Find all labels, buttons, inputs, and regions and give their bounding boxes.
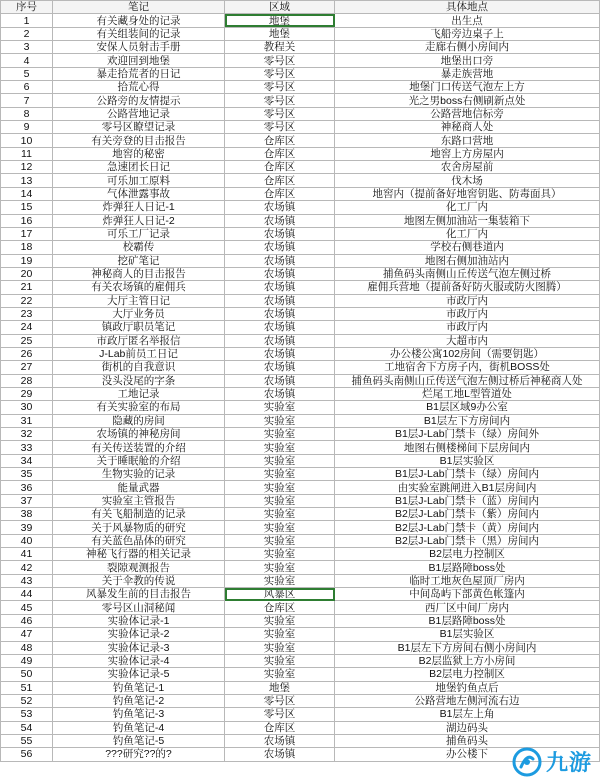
cell-note[interactable]: 神秘飞行器的相关记录 [53,548,225,561]
cell-index[interactable]: 34 [1,454,53,467]
cell-index[interactable]: 3 [1,41,53,54]
table-row [1,601,600,614]
cell-location[interactable]: 地堡门口传送气泡左上方 [335,81,600,94]
cell-location[interactable]: 东路口营地 [335,134,600,147]
table-row [1,361,600,374]
cell-region[interactable]: 农场镇 [225,748,335,761]
cell-location[interactable]: B1层J-Lab门禁卡（绿）房间内 [335,468,600,481]
cell-location[interactable]: 化工厂内 [335,227,600,240]
cell-region[interactable]: 实验室 [225,614,335,627]
cell-note[interactable]: 生物实验的记录 [53,468,225,481]
cell-location[interactable]: 地窖内（提前备好地窖钥匙、防毒面具） [335,187,600,200]
cell-note[interactable]: 有关旁登的目击报告 [53,134,225,147]
cell-location[interactable]: 雇佣兵营地（提前备好防火服或防火图腾） [335,281,600,294]
cell-region[interactable]: 仓库区 [225,134,335,147]
cell-note[interactable]: 公路旁的友情提示 [53,94,225,107]
table-row [1,374,600,387]
cell-region[interactable]: 农场镇 [225,374,335,387]
cell-note[interactable]: 炸弹狂人日记-2 [53,214,225,227]
table-row [1,41,600,54]
cell-location[interactable]: 暴走族营地 [335,67,600,80]
cell-region[interactable]: 仓库区 [225,147,335,160]
table-row [1,54,600,67]
cell-note[interactable]: 街机的自我意识 [53,361,225,374]
cell-location[interactable]: 学校右侧巷道内 [335,241,600,254]
cell-note[interactable]: 可乐工厂记录 [53,227,225,240]
table-row [1,81,600,94]
cell-note[interactable]: 钓鱼笔记-1 [53,681,225,694]
cell-region[interactable]: 实验室 [225,548,335,561]
cell-region[interactable]: 农场镇 [225,334,335,347]
table-row [1,14,600,27]
table-row [1,401,600,414]
cell-location[interactable]: 西厂区中间厂房内 [335,601,600,614]
cell-location[interactable]: 大超市内 [335,334,600,347]
cell-location[interactable]: 捕鱼码头南侧山丘传送气泡左侧过桥后神秘商人处 [335,374,600,387]
cell-region[interactable]: 实验室 [225,534,335,547]
table-row [1,494,600,507]
table-row [1,454,600,467]
table-row [1,414,600,427]
table-row [1,281,600,294]
cell-index[interactable]: 43 [1,574,53,587]
cell-location[interactable]: B1层左下方房间右侧小房间内 [335,641,600,654]
cell-location[interactable]: 走廊右侧小房间内 [335,41,600,54]
cell-note[interactable]: 安保人员射击手册 [53,41,225,54]
header-row [1,1,600,14]
cell-region[interactable]: 实验室 [225,508,335,521]
cell-region[interactable]: 农场镇 [225,387,335,400]
cell-note[interactable]: 零号区山洞秘闻 [53,601,225,614]
cell-index[interactable]: 13 [1,174,53,187]
cell-location[interactable]: B2层电力控制区 [335,548,600,561]
cell-index[interactable]: 9 [1,121,53,134]
cell-note[interactable]: 实验体记录-1 [53,614,225,627]
cell-note[interactable]: 没头没尾的字条 [53,374,225,387]
table-row [1,668,600,681]
table-row [1,254,600,267]
cell-location[interactable]: 市政厅内 [335,307,600,320]
cell-note[interactable]: 气体泄露事故 [53,187,225,200]
cell-index[interactable]: 50 [1,668,53,681]
table-row [1,708,600,721]
cell-index[interactable]: 41 [1,548,53,561]
cell-note[interactable]: 钓鱼笔记-3 [53,708,225,721]
cell-location[interactable]: 地堡出口旁 [335,54,600,67]
cell-index[interactable]: 27 [1,361,53,374]
cell-region[interactable]: 仓库区 [225,161,335,174]
cell-note[interactable]: 拾荒心得 [53,81,225,94]
cell-location[interactable]: B1层J-Lab门禁卡（蓝）房间内 [335,494,600,507]
cell-index[interactable]: 17 [1,227,53,240]
header-region[interactable]: 区域 [225,1,335,14]
cell-note[interactable]: 校霸传 [53,241,225,254]
cell-location[interactable]: 烂尾工地L型管道处 [335,387,600,400]
cell-region[interactable]: 仓库区 [225,601,335,614]
table-row [1,161,600,174]
cell-index[interactable]: 54 [1,721,53,734]
cell-location[interactable]: B1层实验区 [335,628,600,641]
table-row [1,27,600,40]
cell-location[interactable]: 伐木场 [335,174,600,187]
table-row [1,628,600,641]
cell-region[interactable]: 零号区 [225,54,335,67]
table-row [1,441,600,454]
cell-note[interactable]: 实验体记录-5 [53,668,225,681]
cell-region[interactable]: 实验室 [225,654,335,667]
cell-index[interactable]: 48 [1,641,53,654]
cell-location[interactable]: 公路营地信标旁 [335,107,600,120]
cell-region[interactable]: 实验室 [225,481,335,494]
cell-region[interactable]: 仓库区 [225,187,335,200]
cell-location[interactable]: 工地宿舍下方房子内，街机BOSS处 [335,361,600,374]
cell-note[interactable]: 有关组装间的记录 [53,27,225,40]
table-row [1,267,600,280]
cell-index[interactable]: 15 [1,201,53,214]
cell-region[interactable]: 实验室 [225,494,335,507]
table-row [1,214,600,227]
cell-region[interactable]: 仓库区 [225,174,335,187]
cell-index[interactable]: 4 [1,54,53,67]
table-row [1,641,600,654]
cell-index[interactable]: 24 [1,321,53,334]
cell-index[interactable]: 6 [1,81,53,94]
cell-note[interactable]: 关于睡眠舱的介绍 [53,454,225,467]
table-row [1,574,600,587]
cell-location[interactable]: 公路营地左侧河流右边 [335,694,600,707]
cell-note[interactable]: 实验体记录-4 [53,654,225,667]
cell-region[interactable]: 实验室 [225,561,335,574]
cell-index[interactable]: 18 [1,241,53,254]
cell-index[interactable]: 19 [1,254,53,267]
cell-region[interactable]: 零号区 [225,81,335,94]
cell-note[interactable]: 市政厅匿名举报信 [53,334,225,347]
table-row [1,121,600,134]
cell-note[interactable]: J-Lab前员工日记 [53,347,225,360]
table-row [1,508,600,521]
table-row [1,294,600,307]
cell-location[interactable]: 飞船旁边桌子上 [335,27,600,40]
table-row [1,534,600,547]
cell-index[interactable]: 14 [1,187,53,200]
cell-region[interactable]: 实验室 [225,574,335,587]
table-row [1,187,600,200]
cell-region[interactable]: 零号区 [225,708,335,721]
cell-note[interactable]: 裂隙观测报告 [53,561,225,574]
cell-index[interactable]: 5 [1,67,53,80]
cell-note[interactable]: 有关蓝色晶体的研究 [53,534,225,547]
cell-location[interactable]: 市政厅内 [335,294,600,307]
cell-note[interactable]: 农场镇的神秘房间 [53,428,225,441]
cell-note[interactable]: 关于风暴物质的研究 [53,521,225,534]
cell-note[interactable]: 零号区瞭望记录 [53,121,225,134]
cell-note[interactable]: 有关实验室的布局 [53,401,225,414]
cell-note[interactable]: 关于伞教的传说 [53,574,225,587]
cell-location[interactable]: 神秘商人处 [335,121,600,134]
cell-region[interactable]: 实验室 [225,428,335,441]
cell-index[interactable]: 52 [1,694,53,707]
header-note[interactable]: 笔记 [53,1,225,14]
cell-location[interactable]: 办公楼下 [335,748,600,761]
cell-region[interactable]: 实验室 [225,454,335,467]
cell-location[interactable]: 市政厅内 [335,321,600,334]
cell-index[interactable]: 29 [1,387,53,400]
cell-location[interactable]: B1层路障boss处 [335,614,600,627]
table-row [1,721,600,734]
cell-note[interactable]: 镇政厅职员笔记 [53,321,225,334]
cell-region[interactable]: 农场镇 [225,201,335,214]
cell-index[interactable]: 12 [1,161,53,174]
table-row [1,134,600,147]
cell-location[interactable]: B2层J-Lab门禁卡（紫）房间内 [335,508,600,521]
cell-region[interactable]: 农场镇 [225,281,335,294]
cell-location[interactable]: 地图左侧加油站一集装箱下 [335,214,600,227]
cell-location[interactable]: 由实验室跳闸进入B1层房间内 [335,481,600,494]
cell-location[interactable]: 光之男boss右侧刷新点处 [335,94,600,107]
cell-location[interactable]: 湖边码头 [335,721,600,734]
table-row [1,521,600,534]
cell-location[interactable]: 中间岛屿下部黄色帐篷内 [335,588,600,601]
cell-region[interactable]: 农场镇 [225,227,335,240]
table-row [1,734,600,747]
cell-region[interactable]: 风暴区 [225,588,335,601]
cell-region[interactable]: 农场镇 [225,241,335,254]
table-row [1,107,600,120]
cell-location[interactable]: 出生点 [335,14,600,27]
table-row [1,334,600,347]
cell-region[interactable]: 教程关 [225,41,335,54]
cell-region[interactable]: 农场镇 [225,214,335,227]
cell-location[interactable]: B2层J-Lab门禁卡（黑）房间内 [335,534,600,547]
header-index[interactable]: 序号 [1,1,53,14]
cell-location[interactable]: 地堡钓鱼点后 [335,681,600,694]
cell-location[interactable]: B1层左上角 [335,708,600,721]
cell-note[interactable]: 神秘商人的目击报告 [53,267,225,280]
table-row [1,94,600,107]
cell-note[interactable]: 大厅主管日记 [53,294,225,307]
table-row [1,548,600,561]
cell-index[interactable]: 53 [1,708,53,721]
table-row [1,614,600,627]
cell-region[interactable]: 实验室 [225,401,335,414]
cell-location[interactable]: 化工厂内 [335,201,600,214]
cell-location[interactable]: B2层监狱上方小房间 [335,654,600,667]
cell-note[interactable]: 隐藏的房间 [53,414,225,427]
cell-region[interactable]: 零号区 [225,107,335,120]
cell-region[interactable]: 实验室 [225,668,335,681]
cell-region[interactable]: 农场镇 [225,734,335,747]
table-row [1,227,600,240]
cell-location[interactable]: 临时工地灰色屋顶厂房内 [335,574,600,587]
cell-index[interactable]: 2 [1,27,53,40]
cell-note[interactable]: ???研究??的? [53,748,225,761]
table-row [1,307,600,320]
cell-index[interactable]: 42 [1,561,53,574]
cell-index[interactable]: 40 [1,534,53,547]
cell-region[interactable]: 农场镇 [225,307,335,320]
cell-note[interactable]: 风暴发生前的目击报告 [53,588,225,601]
cell-index[interactable]: 38 [1,508,53,521]
table-row [1,201,600,214]
cell-location[interactable]: B1层J-Lab门禁卡（绿）房间外 [335,428,600,441]
cell-note[interactable]: 可乐加工原料 [53,174,225,187]
table-row [1,468,600,481]
cell-region[interactable]: 零号区 [225,67,335,80]
cell-note[interactable]: 急速团长日记 [53,161,225,174]
cell-note[interactable]: 公路营地记录 [53,107,225,120]
table-row [1,654,600,667]
cell-index[interactable]: 31 [1,414,53,427]
cell-index[interactable]: 33 [1,441,53,454]
cell-index[interactable]: 35 [1,468,53,481]
cell-region[interactable]: 零号区 [225,121,335,134]
cell-location[interactable]: B2层电力控制区 [335,668,600,681]
cell-region[interactable]: 地堡 [225,27,335,40]
cell-location[interactable]: B1层实验区 [335,454,600,467]
cell-note[interactable]: 暴走拾荒者的日记 [53,67,225,80]
cell-region[interactable]: 实验室 [225,641,335,654]
cell-note[interactable]: 工地记录 [53,387,225,400]
cell-index[interactable]: 32 [1,428,53,441]
table-row [1,241,600,254]
table-row [1,588,600,601]
cell-location[interactable]: B1层区域9办公室 [335,401,600,414]
cell-index[interactable]: 21 [1,281,53,294]
table-row [1,321,600,334]
cell-index[interactable]: 23 [1,307,53,320]
cell-region[interactable]: 零号区 [225,94,335,107]
cell-index[interactable]: 10 [1,134,53,147]
cell-region[interactable]: 仓库区 [225,721,335,734]
cell-note[interactable]: 有关传送装置的介绍 [53,441,225,454]
cell-index[interactable]: 8 [1,107,53,120]
cell-note[interactable]: 大厅业务员 [53,307,225,320]
cell-location[interactable]: B2层J-Lab门禁卡（黄）房间内 [335,521,600,534]
table-row [1,481,600,494]
cell-region[interactable]: 农场镇 [225,294,335,307]
cell-index[interactable]: 39 [1,521,53,534]
cell-region[interactable]: 地堡 [225,14,335,27]
table-row [1,748,600,761]
cell-region[interactable]: 农场镇 [225,347,335,360]
cell-note[interactable]: 有关飞船制造的记录 [53,508,225,521]
cell-index[interactable]: 26 [1,347,53,360]
cell-region[interactable]: 零号区 [225,694,335,707]
table-row [1,694,600,707]
cell-index[interactable]: 1 [1,14,53,27]
cell-region[interactable]: 农场镇 [225,267,335,280]
cell-index[interactable]: 30 [1,401,53,414]
cell-index[interactable]: 7 [1,94,53,107]
cell-note[interactable]: 能量武器 [53,481,225,494]
table-row [1,681,600,694]
cell-location[interactable]: 办公楼公寓102房间（需要钥匙） [335,347,600,360]
table-row [1,174,600,187]
cell-region[interactable]: 农场镇 [225,254,335,267]
cell-index[interactable]: 11 [1,147,53,160]
table-row [1,561,600,574]
cell-location[interactable]: 捕鱼码头南侧山丘传送气泡左侧过桥 [335,267,600,280]
cell-index[interactable]: 28 [1,374,53,387]
cell-note[interactable]: 有关农场镇的雇佣兵 [53,281,225,294]
table-row [1,428,600,441]
cell-index[interactable]: 36 [1,481,53,494]
table-row [1,347,600,360]
cell-region[interactable]: 实验室 [225,521,335,534]
cell-index[interactable]: 22 [1,294,53,307]
cell-index[interactable]: 56 [1,748,53,761]
cell-note[interactable]: 炸弹狂人日记-1 [53,201,225,214]
cell-note[interactable]: 实验室主管报告 [53,494,225,507]
cell-location[interactable]: 地图右侧楼梯间下层房间内 [335,441,600,454]
cell-location[interactable]: 地窖上方房屋内 [335,147,600,160]
table-row [1,67,600,80]
cell-note[interactable]: 实验体记录-2 [53,628,225,641]
cell-region[interactable]: 实验室 [225,628,335,641]
cell-note[interactable]: 地窖的秘密 [53,147,225,160]
cell-region[interactable]: 农场镇 [225,361,335,374]
cell-location[interactable]: 捕鱼码头 [335,734,600,747]
cell-note[interactable]: 钓鱼笔记-4 [53,721,225,734]
header-location[interactable]: 具体地点 [335,1,600,14]
watermark-text: 九游 [545,751,592,776]
cell-region[interactable]: 实验室 [225,441,335,454]
cell-index[interactable]: 37 [1,494,53,507]
cell-note[interactable]: 挖矿笔记 [53,254,225,267]
cell-note[interactable]: 钓鱼笔记-5 [53,734,225,747]
table-body [1,14,600,761]
cell-location[interactable]: 地图右侧加油站内 [335,254,600,267]
cell-index[interactable]: 16 [1,214,53,227]
cell-index[interactable]: 55 [1,734,53,747]
cell-index[interactable]: 25 [1,334,53,347]
cell-note[interactable]: 实验体记录-3 [53,641,225,654]
cell-index[interactable]: 47 [1,628,53,641]
cell-location[interactable]: B1层路障boss处 [335,561,600,574]
cell-region[interactable]: 实验室 [225,468,335,481]
cell-region[interactable]: 农场镇 [225,321,335,334]
cell-note[interactable]: 钓鱼笔记-2 [53,694,225,707]
cell-location[interactable]: B1层左下方房间内 [335,414,600,427]
cell-region[interactable]: 地堡 [225,681,335,694]
table-row [1,147,600,160]
cell-location[interactable]: 农舍房屋前 [335,161,600,174]
cell-index[interactable]: 49 [1,654,53,667]
cell-index[interactable]: 51 [1,681,53,694]
cell-region[interactable]: 实验室 [225,414,335,427]
cell-note[interactable]: 有关藏身处的记录 [53,14,225,27]
cell-index[interactable]: 45 [1,601,53,614]
cell-index[interactable]: 44 [1,588,53,601]
cell-index[interactable]: 46 [1,614,53,627]
table-row [1,387,600,400]
cell-note[interactable]: 欢迎回到地堡 [53,54,225,67]
cell-index[interactable]: 20 [1,267,53,280]
